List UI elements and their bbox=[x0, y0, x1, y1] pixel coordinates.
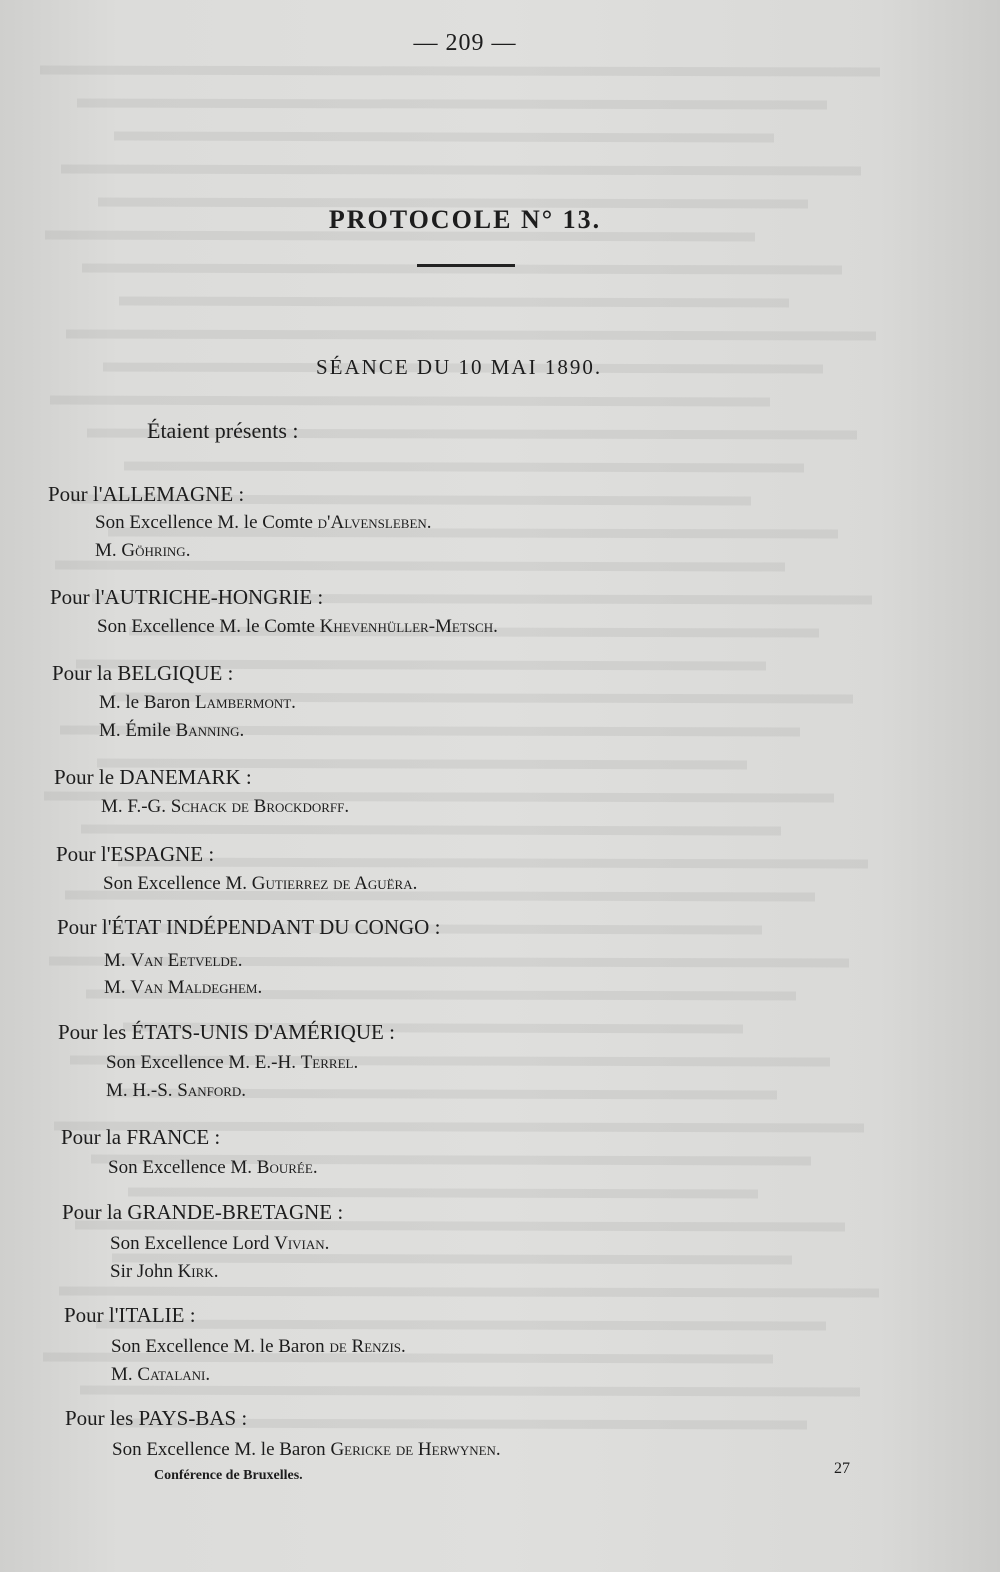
bleed-through-line bbox=[118, 862, 868, 864]
delegate-line: M. le Baron Lambermont. bbox=[99, 692, 296, 713]
country-heading: Pour la GRANDE-BRETAGNE : bbox=[62, 1200, 344, 1224]
bleed-through-line bbox=[55, 565, 785, 567]
country-heading: Pour l'ÉTAT INDÉPENDANT DU CONGO : bbox=[57, 915, 441, 939]
delegate-line: Son Excellence M. Gutierrez de Aguëra. bbox=[103, 873, 418, 894]
session-date: SÉANCE DU 10 MAI 1890. bbox=[316, 355, 603, 379]
delegate-line: M. F.-G. Schack de Brockdorff. bbox=[101, 796, 350, 817]
bleed-through-line bbox=[75, 1225, 845, 1227]
delegate-line: Son Excellence M. le Baron de Renzis. bbox=[111, 1336, 406, 1357]
bleed-through-line bbox=[40, 70, 880, 72]
bleed-through-line bbox=[128, 1192, 758, 1194]
country-heading: Pour l'ITALIE : bbox=[64, 1303, 196, 1327]
bleed-through-line bbox=[61, 169, 861, 171]
bleed-through-line bbox=[45, 235, 755, 237]
delegate-line: Son Excellence M. E.-H. Terrel. bbox=[106, 1052, 359, 1073]
bleed-through-line bbox=[81, 829, 781, 831]
footer-source: Conférence de Bruxelles. bbox=[154, 1468, 303, 1483]
delegate-line: Son Excellence Lord Vivian. bbox=[110, 1233, 330, 1254]
delegate-line: M. Émile Banning. bbox=[99, 720, 245, 741]
bleed-through-line bbox=[59, 1291, 879, 1293]
country-heading: Pour le DANEMARK : bbox=[54, 765, 252, 789]
bleed-through-line bbox=[50, 400, 770, 402]
bleed-through-line bbox=[119, 301, 789, 303]
delegate-line: Son Excellence M. le Comte d'Alvensleben. bbox=[95, 512, 432, 533]
delegate-line: Sir John Kirk. bbox=[110, 1261, 219, 1282]
delegate-line: M. Van Maldeghem. bbox=[104, 977, 263, 998]
page-number: — 209 — bbox=[413, 30, 517, 56]
protocol-title: PROTOCOLE N° 13. bbox=[328, 205, 602, 234]
bleed-through-line bbox=[124, 466, 804, 468]
attendees-heading: Étaient présents : bbox=[147, 418, 299, 443]
bleed-through-line bbox=[66, 334, 876, 336]
delegate-line: M. Catalani. bbox=[111, 1364, 211, 1385]
bleed-through-line bbox=[114, 136, 774, 138]
country-heading: Pour l'AUTRICHE-HONGRIE : bbox=[50, 585, 324, 609]
title-rule bbox=[417, 264, 515, 267]
bleed-through-line bbox=[96, 1324, 826, 1326]
delegate-line: Son Excellence M. le Comte Khevenhüller-Metsch. bbox=[97, 616, 498, 637]
country-heading: Pour l'ESPAGNE : bbox=[56, 842, 215, 866]
bleed-through-line bbox=[112, 1258, 792, 1260]
bleed-through-line bbox=[82, 268, 842, 270]
bleed-through-line bbox=[77, 103, 827, 105]
country-heading: Pour les PAYS-BAS : bbox=[65, 1406, 248, 1430]
bleed-through-line bbox=[80, 1390, 860, 1392]
signature-mark: 27 bbox=[834, 1460, 850, 1477]
delegate-line: M. Göhring. bbox=[95, 540, 191, 561]
delegate-line: Son Excellence M. Bourée. bbox=[108, 1157, 318, 1178]
delegate-line: M. H.-S. Sanford. bbox=[106, 1080, 247, 1101]
bleed-through-line bbox=[98, 202, 808, 204]
bleed-through-line bbox=[65, 895, 815, 897]
delegate-line: Son Excellence M. le Baron Gericke de Herwynen. bbox=[112, 1439, 501, 1460]
country-heading: Pour les ÉTATS-UNIS D'AMÉRIQUE : bbox=[58, 1020, 395, 1044]
country-heading: Pour la BELGIQUE : bbox=[52, 661, 234, 685]
country-heading: Pour la FRANCE : bbox=[61, 1125, 221, 1149]
delegate-line: M. Van Eetvelde. bbox=[104, 950, 243, 971]
country-heading: Pour l'ALLEMAGNE : bbox=[48, 482, 245, 506]
